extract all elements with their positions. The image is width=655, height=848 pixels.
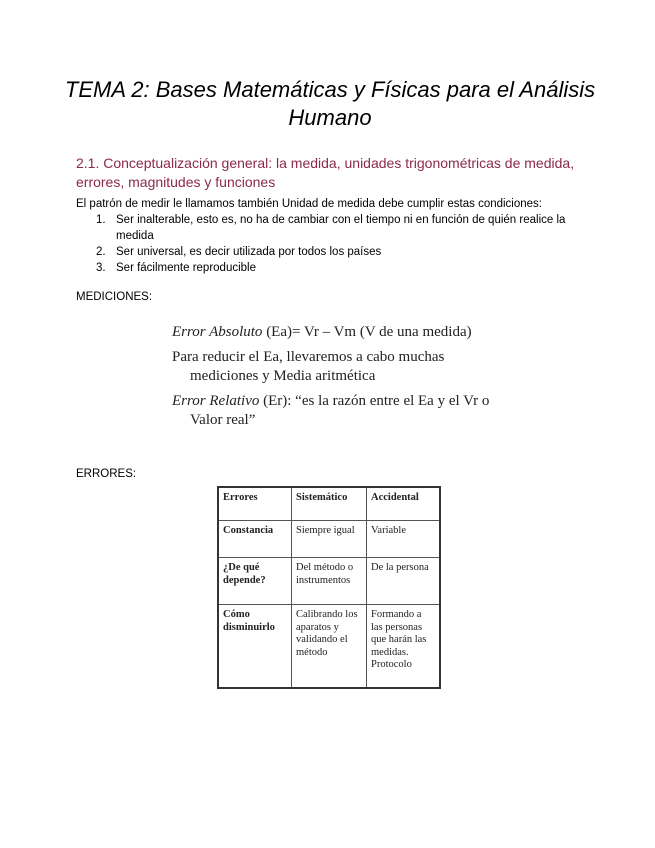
list-number: 1.	[96, 214, 106, 226]
table-header-row	[218, 487, 440, 521]
table-row-header: Cómo disminuirlo	[218, 605, 292, 689]
list-item	[76, 212, 586, 244]
errores-label: ERRORES:	[76, 468, 137, 480]
list-text: Ser inalterable, esto es, no ha de cambiar con el tiempo ni en función de quién realice la medida	[116, 214, 566, 242]
formulas-image	[172, 323, 502, 436]
table-cell: Variable	[367, 521, 441, 558]
absolute-error-formula	[172, 323, 502, 342]
table-row	[218, 521, 440, 558]
table-cell: Formando a las personas que harán las medidas. Protocolo	[367, 605, 441, 689]
table-row-header: ¿De qué depende?	[218, 558, 292, 605]
list-text: Ser universal, es decir utilizada por todos los países	[116, 246, 382, 258]
table-cell: Calibrando los aparatos y validando el método	[292, 605, 367, 689]
table-row	[218, 605, 440, 689]
relative-error-formula	[172, 392, 502, 430]
reduce-error-note: Para reducir el Ea, llevaremos a cabo muchas mediciones y Media aritmética	[172, 349, 445, 384]
table-row-header: Constancia	[218, 521, 292, 558]
table-header-cell: Accidental	[367, 487, 441, 521]
mediciones-label: MEDICIONES:	[76, 291, 153, 303]
table-row	[218, 558, 440, 605]
absolute-error-definition: (Ea)= Vr – Vm (V de una medida)	[262, 324, 472, 340]
list-text: Ser fácilmente reproducible	[116, 262, 256, 274]
conditions-list	[76, 212, 586, 276]
section-heading: 2.1. Conceptualización general: la medida, unidades trigonométricas de medida, errores, magnitudes y funciones	[76, 155, 575, 190]
table-header-cell: Sistemático	[292, 487, 367, 521]
list-item	[76, 260, 586, 276]
list-number: 2.	[96, 246, 106, 258]
table-cell: De la persona	[367, 558, 441, 605]
list-item	[76, 244, 586, 260]
relative-error-definition: (Er): “es la razón entre el Ea y el Vr o Valor real”	[190, 393, 490, 428]
page-title: TEMA 2: Bases Matemáticas y Físicas para el Análisis Humano	[64, 77, 596, 130]
table-header-cell: Errores	[218, 487, 292, 521]
intro-paragraph: El patrón de medir le llamamos también Unidad de medida debe cumplir estas condiciones:	[76, 198, 542, 210]
list-number: 3.	[96, 262, 106, 274]
table-cell: Del método o instrumentos	[292, 558, 367, 605]
errors-table	[217, 486, 441, 689]
table-cell: Siempre igual	[292, 521, 367, 558]
relative-error-term: Error Relativo	[172, 393, 260, 409]
absolute-error-term: Error Absoluto	[172, 324, 263, 340]
